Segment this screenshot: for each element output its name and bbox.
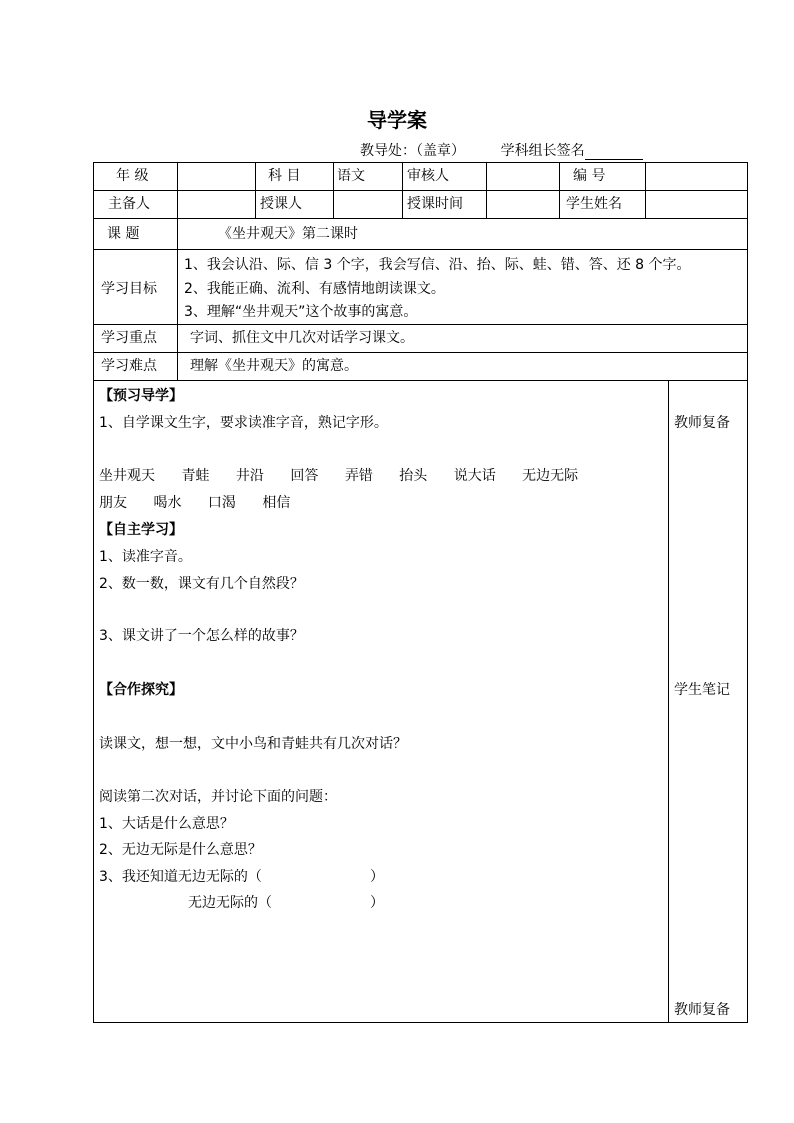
cooperate-item: 无边无际的（: [188, 895, 272, 911]
difficulty-label: 学习难点: [101, 358, 157, 374]
topic-label: 课 题: [107, 226, 140, 242]
side-teacher-review-bottom: 教师复备: [674, 1002, 730, 1018]
word: 朋友: [99, 495, 127, 511]
number-field[interactable]: [648, 167, 744, 185]
time-label: 授课时间: [407, 196, 463, 212]
goal-item: 3、理解“坐井观天”这个故事的寓意。: [184, 304, 418, 320]
reviewer-label: 审核人: [407, 168, 449, 184]
cooperate-item: 2、无边无际是什么意思？: [99, 842, 262, 858]
signature-line[interactable]: [585, 145, 643, 160]
preparer-label: 主备人: [108, 196, 150, 212]
student-label: 学生姓名: [566, 196, 622, 212]
teacher-field[interactable]: [337, 195, 399, 213]
preview-heading: 【预习导学】: [99, 388, 183, 404]
focus-label: 学习重点: [101, 330, 157, 346]
cooperate-heading: 【合作探究】: [99, 682, 183, 698]
word: 相信: [262, 495, 291, 511]
word: 弄错: [344, 468, 373, 484]
office-stamp: 教导处：（盖章）: [360, 143, 465, 159]
self-study-item: 2、数一数，课文有几个自然段？: [99, 576, 304, 592]
word: 口渴: [207, 495, 236, 511]
goals-label: 学习目标: [101, 281, 157, 297]
word-list-row-2: [99, 494, 290, 512]
word: 井沿: [235, 468, 264, 484]
word: 坐井观天: [99, 468, 155, 484]
self-study-item: 3、课文讲了一个怎么样的故事？: [99, 628, 304, 644]
word: 抬头: [399, 468, 428, 484]
student-field[interactable]: [648, 195, 744, 213]
word: 喝水: [153, 495, 182, 511]
word: 说大话: [453, 468, 496, 484]
cooperate-item: 1、大话是什么意思？: [99, 816, 234, 832]
difficulty-value: 理解《坐井观天》的寓意。: [190, 358, 358, 374]
self-study-item: 1、读准字音。: [99, 549, 192, 565]
word: 回答: [290, 468, 319, 484]
word: 青蛙: [181, 468, 210, 484]
word: 无边无际: [522, 468, 579, 484]
goal-item: 1、我会认沿、际、信 3 个字，我会写信、沿、抬、际、蛙、错、答、还 8 个字。: [184, 257, 691, 273]
time-field[interactable]: [489, 195, 555, 213]
cooperate-intro: 阅读第二次对话，并讨论下面的问题：: [99, 789, 337, 805]
cooperate-question: 读课文，想一想，文中小鸟和青蛙共有几次对话？: [99, 736, 407, 752]
teacher-label: 授课人: [260, 196, 302, 212]
topic-value: 《坐井观天》第二课时: [218, 226, 358, 242]
reviewer-field[interactable]: [489, 167, 555, 185]
close-paren: ）: [370, 895, 384, 911]
side-student-notes: 学生笔记: [674, 682, 730, 698]
subject-value[interactable]: 语文: [337, 168, 365, 184]
cooperate-item: 3、我还知道无边无际的（: [99, 869, 262, 885]
preview-item: 1、自学课文生字，要求读准字音，熟记字形。: [99, 415, 388, 431]
word-list-row-1: [99, 467, 578, 485]
grade-field[interactable]: [180, 167, 252, 185]
side-teacher-review-top: 教师复备: [674, 415, 730, 431]
signature-label: 学科组长签名: [500, 143, 585, 159]
self-study-heading: 【自主学习】: [99, 522, 183, 538]
goal-item: 2、我能正确、流利、有感情地朗读课文。: [184, 281, 445, 297]
subheader: [360, 140, 643, 160]
document-title: 导学案: [367, 108, 427, 132]
close-paren: ）: [370, 869, 384, 885]
preparer-field[interactable]: [180, 195, 252, 213]
focus-value: 字词、抓住文中几次对话学习课文。: [190, 330, 414, 346]
number-label: 编 号: [573, 168, 606, 184]
grade-label: 年 级: [116, 168, 149, 184]
subject-label: 科 目: [268, 168, 301, 184]
